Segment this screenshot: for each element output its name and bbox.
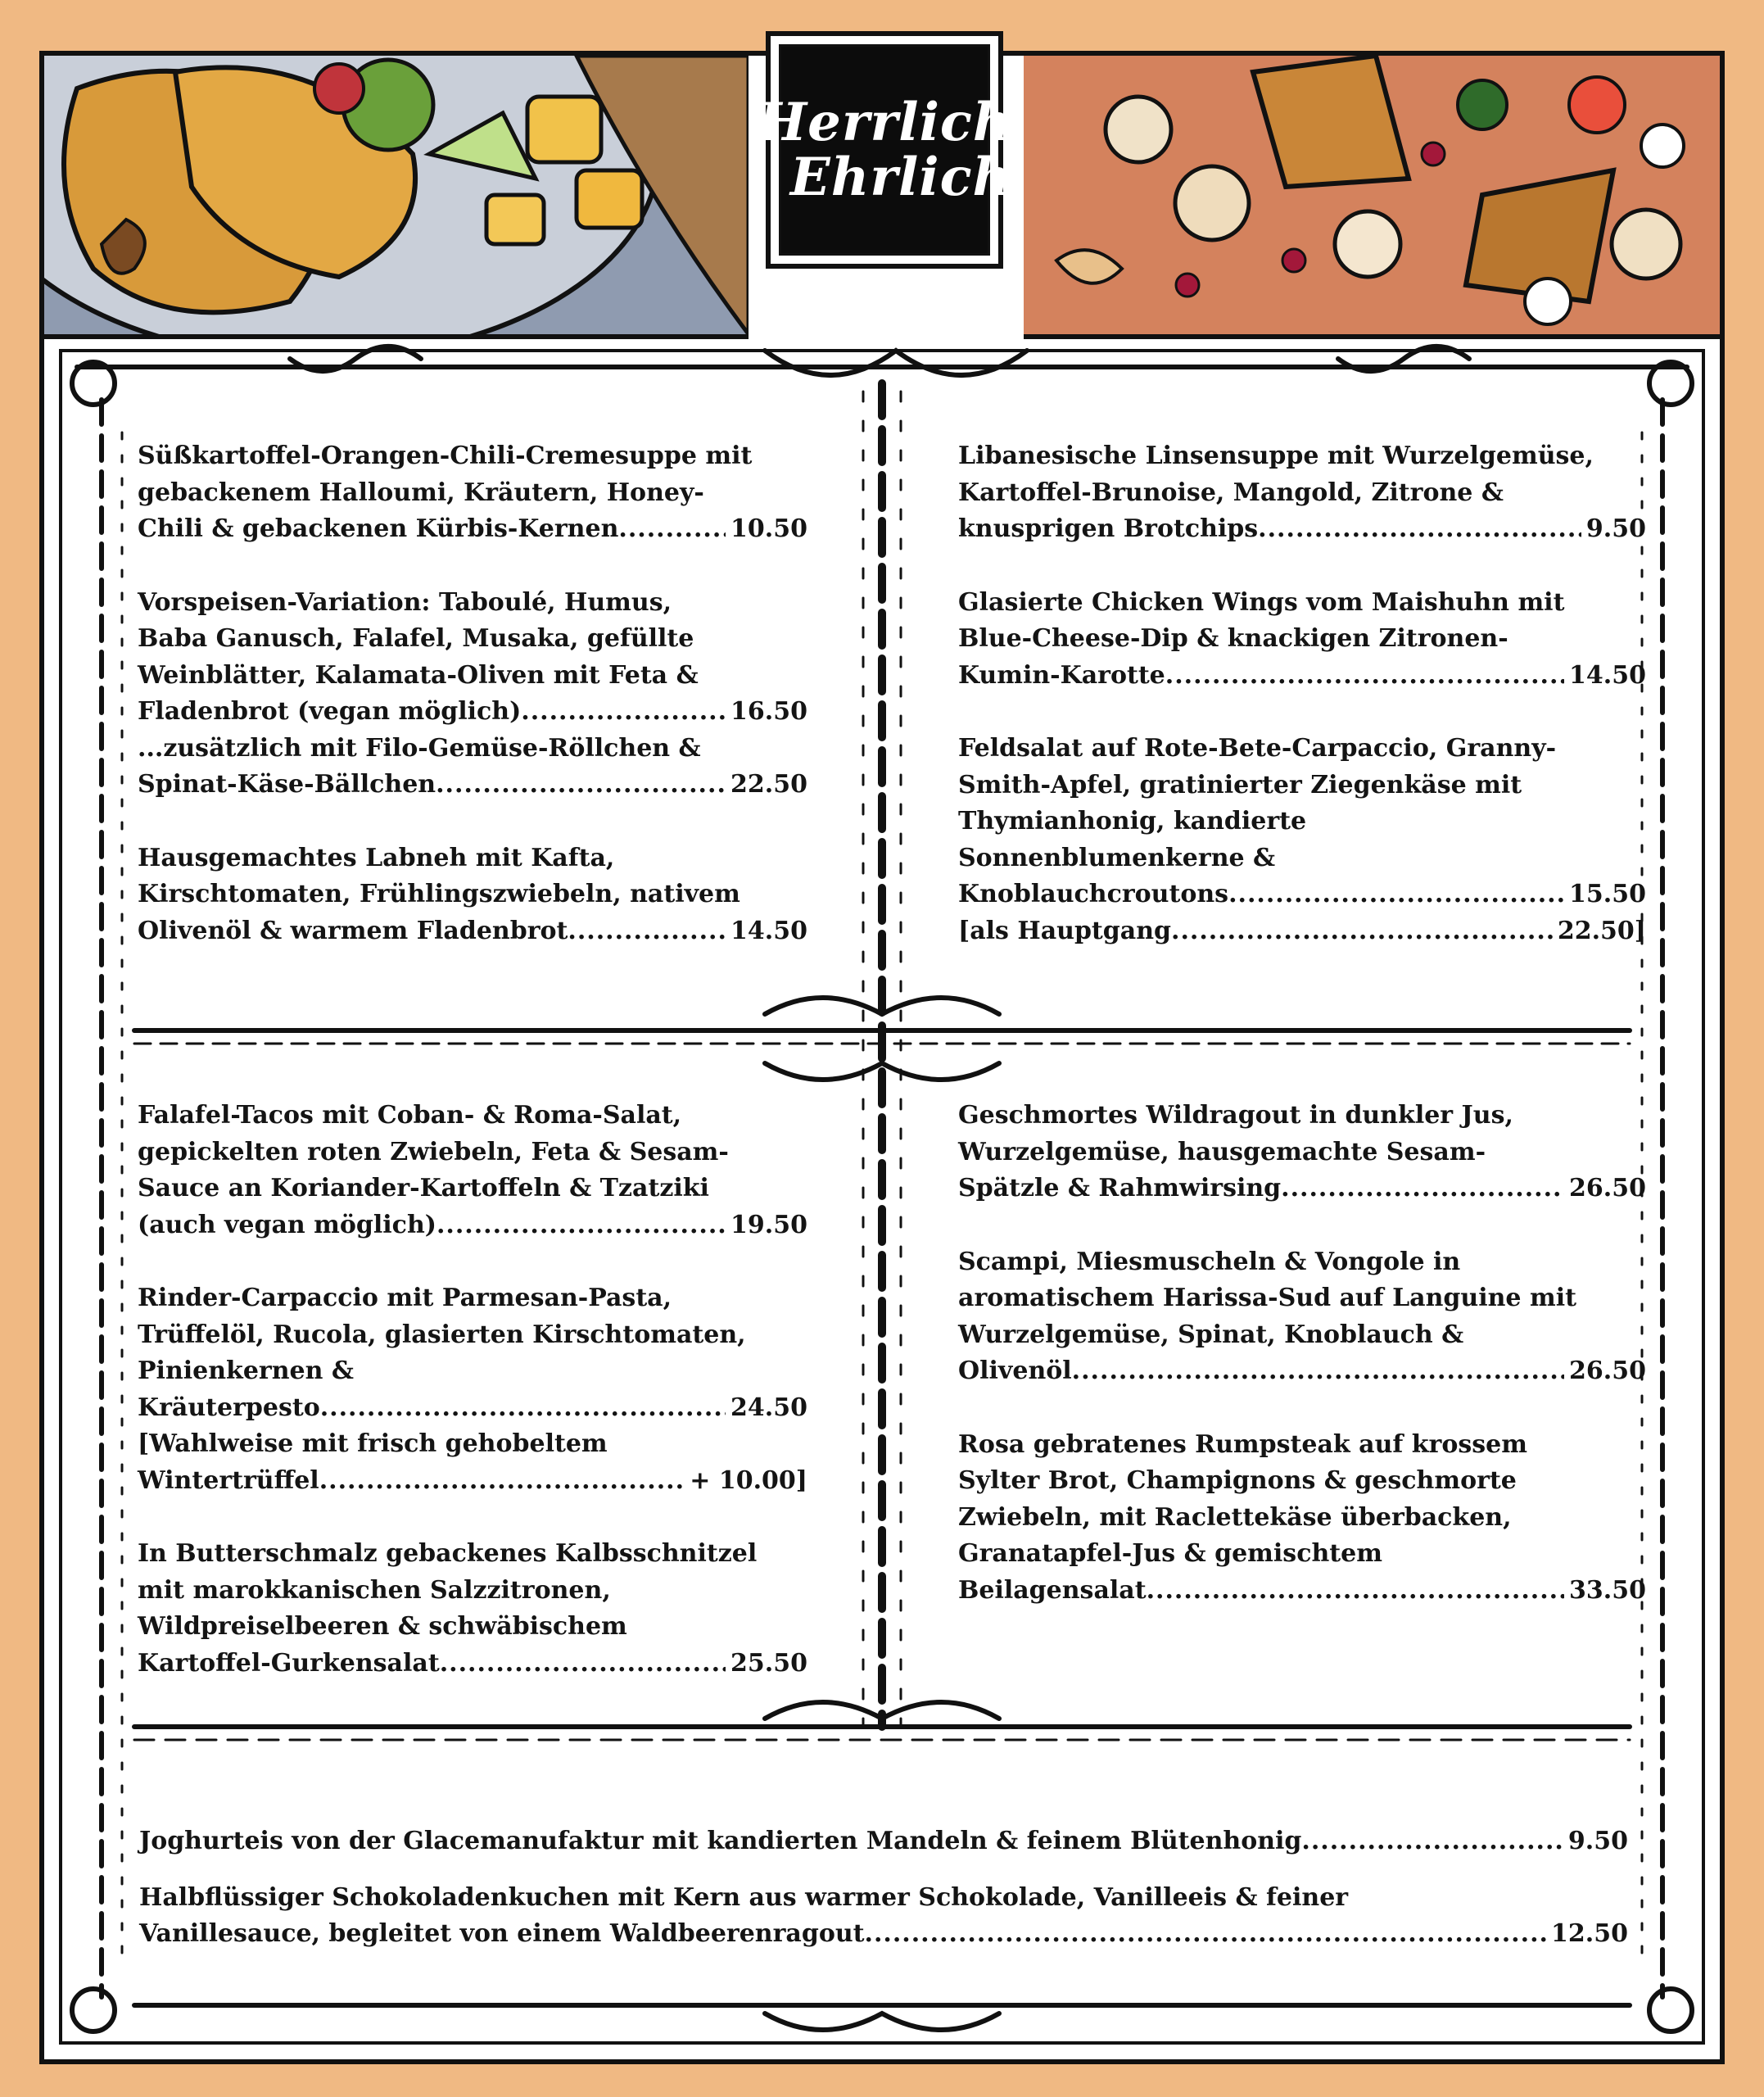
menu-item-description: (auch vegan möglich) <box>138 1210 436 1239</box>
menu-item-description: Fladenbrot (vegan möglich) <box>138 697 522 726</box>
menu-item <box>958 585 1646 695</box>
menu-item-description: Thymianhonig, kandierte <box>958 807 1307 836</box>
menu-item <box>139 1823 1628 1860</box>
menu-item-price: 33.50 <box>1569 1575 1646 1605</box>
menu-item-addon-price: 22.50 <box>730 770 807 799</box>
menu-item-description: Vanillesauce, begleitet von einem Waldbeerenragout <box>139 1919 865 1948</box>
menu-item-description: Falafel-Tacos mit Coban- & Roma-Salat, <box>138 1101 682 1130</box>
menu-item <box>138 438 807 548</box>
menu-item <box>138 840 807 950</box>
menu-item-description: gepickelten roten Zwiebeln, Feta & Sesam- <box>138 1137 729 1166</box>
menu-item-description: gebackenem Halloumi, Kräutern, Honey- <box>138 478 704 507</box>
menu-item-description: knusprigen Brotchips <box>958 514 1259 543</box>
menu-item-description: Smith-Apfel, gratinierter Ziegenkäse mit <box>958 770 1522 799</box>
menu-item-description: Glasierte Chicken Wings vom Maishuhn mit <box>958 587 1565 617</box>
logo-text-line-1: Herrlich <box>757 91 1012 153</box>
menu-item-addon: ...zusätzlich mit Filo-Gemüse-Röllchen & <box>138 733 701 763</box>
menu-item-description: Sauce an Koriander-Kartoffeln & Tzatziki <box>138 1174 709 1202</box>
menu-item-description: Trüffelöl, Rucola, glasierten Kirschtomaten, <box>138 1320 746 1349</box>
menu-item <box>958 1098 1646 1207</box>
menu-item-price: 9.50 <box>1585 514 1646 543</box>
menu-item-description: Spätzle & Rahmwirsing <box>958 1174 1282 1202</box>
menu-item-description: Zwiebeln, mit Raclettekäse überbacken, <box>958 1502 1512 1532</box>
menu-item-addon: [als Hauptgang <box>958 916 1171 945</box>
menu-item-description: Scampi, Miesmuscheln & Vongole in <box>958 1247 1461 1276</box>
menu-item-description: Kartoffel-Brunoise, Mangold, Zitrone & <box>958 478 1504 507</box>
menu-item-price: 16.50 <box>730 697 807 726</box>
menu-item <box>958 731 1646 949</box>
menu-section-starters-left <box>138 438 807 986</box>
menu-item-description: Kumin-Karotte <box>958 660 1165 690</box>
menu-item <box>138 585 807 804</box>
menu-section-mains-left <box>138 1098 807 1719</box>
menu-item-description: Wurzelgemüse, Spinat, Knoblauch & <box>958 1320 1464 1349</box>
menu-item <box>958 1244 1646 1390</box>
menu-item-description: Baba Ganusch, Falafel, Musaka, gefüllte <box>138 624 694 653</box>
menu-item-description: Blue-Cheese-Dip & knackigen Zitronen- <box>958 624 1508 653</box>
menu-item-description: Rosa gebratenes Rumpsteak auf krossem <box>958 1429 1527 1459</box>
menu-item <box>958 1427 1646 1610</box>
menu-item-description: Hausgemachtes Labneh mit Kafta, <box>138 843 615 872</box>
menu-frame <box>39 51 1725 2064</box>
menu-item-description: Wildpreiselbeeren & schwäbischem <box>138 1612 627 1641</box>
menu-item-description: Olivenöl & warmem Fladenbrot <box>138 916 568 945</box>
menu-item <box>138 1098 807 1243</box>
menu-item-description: Kräuterpesto <box>138 1393 320 1422</box>
menu-item-addon: Spinat-Käse-Bällchen <box>138 770 436 799</box>
menu-item-description: In Butterschmalz gebackenes Kalbsschnitzel <box>138 1539 758 1568</box>
menu-item-price: 9.50 <box>1567 1827 1628 1855</box>
menu-section-starters-right <box>958 438 1646 986</box>
menu-item-description: Olivenöl <box>958 1356 1072 1385</box>
menu-item-addon-price: 22.50] <box>1557 916 1646 945</box>
menu-item-description: Weinblätter, Kalamata-Oliven mit Feta & <box>138 660 699 690</box>
menu-item-description: Kirschtomaten, Frühlingszwiebeln, nativem <box>138 880 740 908</box>
menu-item-description: Feldsalat auf Rote-Bete-Carpaccio, Granny- <box>958 734 1557 763</box>
menu-item-price: 15.50 <box>1569 880 1646 908</box>
food-illustration-right <box>1024 56 1720 339</box>
menu-item-description: Geschmortes Wildragout in dunkler Jus, <box>958 1101 1513 1130</box>
menu-item-description: Halbflüssiger Schokoladenkuchen mit Kern aus warmer Schokolade, Vanilleeis & feiner <box>139 1882 1349 1912</box>
menu-item-price: 24.50 <box>730 1393 807 1422</box>
menu-item-price: 26.50 <box>1569 1174 1646 1202</box>
menu-item-price: 12.50 <box>1551 1919 1628 1948</box>
menu-item-description: Vorspeisen-Variation: Taboulé, Humus, <box>138 587 672 617</box>
menu-item-description: Kartoffel-Gurkensalat <box>138 1648 440 1678</box>
menu-item-description: Joghurteis von der Glacemanufaktur mit kandierten Mandeln & feinem Blütenhonig <box>139 1827 1302 1855</box>
menu-item-description: Granatapfel-Jus & gemischtem <box>958 1539 1382 1568</box>
menu-item-description: Wurzelgemüse, hausgemachte Sesam- <box>958 1137 1486 1166</box>
menu-item <box>138 1280 807 1499</box>
menu-item-description: Knoblauchcroutons <box>958 880 1229 908</box>
menu-item <box>138 1536 807 1682</box>
menu-item-addon: Wintertrüffel <box>138 1465 319 1495</box>
menu-item-price: 25.50 <box>730 1648 807 1678</box>
menu-item-description: mit marokkanischen Salzzitronen, <box>138 1575 611 1605</box>
logo-text-line-2: Ehrlich <box>789 147 1012 208</box>
menu-section-mains-right <box>958 1098 1646 1646</box>
menu-item-description: Beilagensalat <box>958 1575 1147 1605</box>
menu-item-description: Sonnenblumenkerne & <box>958 843 1276 872</box>
menu-item-description: Rinder-Carpaccio mit Parmesan-Pasta, <box>138 1284 672 1312</box>
menu-item-price: 26.50 <box>1569 1356 1646 1385</box>
menu-item-price: 19.50 <box>730 1210 807 1239</box>
menu-item-price: 14.50 <box>730 916 807 945</box>
menu-item-description: Süßkartoffel-Orangen-Chili-Cremesuppe mit <box>138 442 753 470</box>
menu-item <box>139 1880 1628 1953</box>
menu-section-desserts <box>139 1823 1628 1972</box>
menu-item-description: Libanesische Linsensuppe mit Wurzelgemüse, <box>958 442 1594 470</box>
menu-item-price: 10.50 <box>730 514 807 543</box>
menu-item <box>958 438 1646 548</box>
menu-item-description: Sylter Brot, Champignons & geschmorte <box>958 1466 1517 1495</box>
menu-item-addon: [Wahlweise mit frisch gehobeltem <box>138 1429 608 1458</box>
menu-item-description: aromatischem Harissa-Sud auf Languine mit <box>958 1284 1576 1312</box>
menu-item-addon-price: + 10.00] <box>690 1465 807 1495</box>
logo <box>757 31 1012 269</box>
food-illustration-left <box>44 56 749 339</box>
menu-item-description: Chili & gebackenen Kürbis-Kernen <box>138 514 619 543</box>
menu-item-description: Pinienkernen & <box>138 1356 354 1385</box>
menu-item-price: 14.50 <box>1569 660 1646 690</box>
